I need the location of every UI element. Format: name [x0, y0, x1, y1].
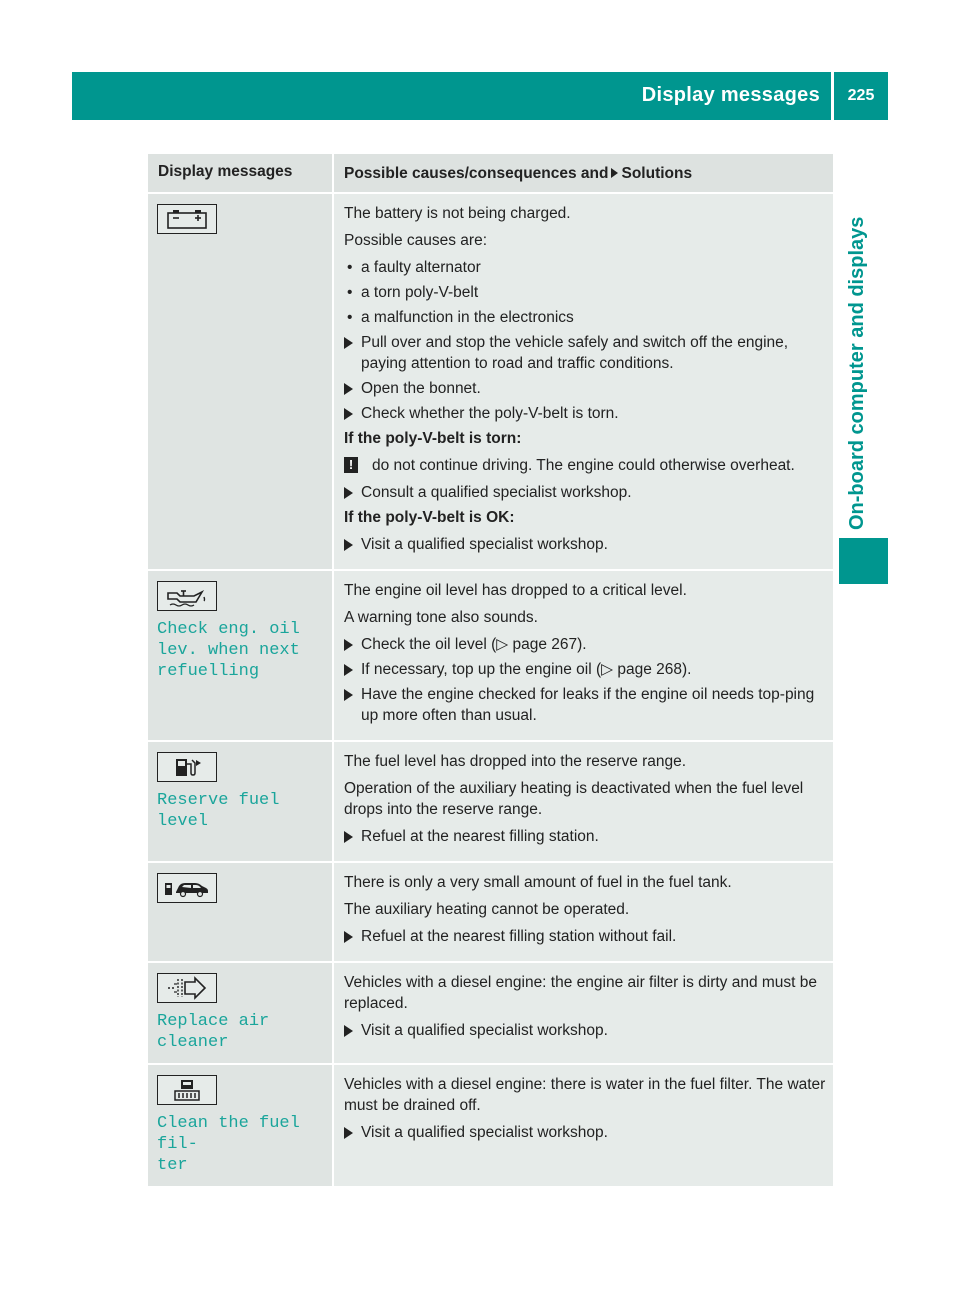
list-item: • a torn poly-V-belt	[344, 282, 827, 303]
fuel-car-icon	[157, 873, 217, 903]
cause-text: Vehicles with a diesel engine: there is water in the fuel filter. The water must be drained off.	[344, 1076, 826, 1114]
action-step	[344, 634, 827, 655]
column-header-solutions-pre: Possible causes/consequences and	[344, 165, 609, 182]
warning-note	[344, 455, 827, 476]
solution-cell	[334, 1065, 833, 1186]
display-messages-table	[148, 154, 833, 1188]
action-arrow-icon	[344, 408, 353, 420]
action-arrow-icon	[344, 639, 353, 651]
message-cell	[148, 963, 334, 1063]
page-number: 225	[847, 87, 875, 104]
action-step-text: Check whether the poly-V-belt is torn.	[361, 405, 619, 422]
action-step-text: Consult a qualified specialist workshop.	[361, 484, 632, 501]
message-cell	[148, 1065, 334, 1186]
table-row	[148, 863, 833, 963]
solution-cell	[334, 963, 833, 1063]
action-step-text: Refuel at the nearest filling station without fail.	[361, 928, 677, 945]
solution-cell	[334, 194, 833, 569]
action-step	[344, 534, 827, 555]
cause-intro: Possible causes are:	[344, 232, 488, 249]
column-header-solutions-post: Solutions	[621, 165, 693, 182]
action-arrow-icon	[344, 1127, 353, 1139]
header-bar	[72, 72, 888, 120]
list-item: • a faulty alternator	[344, 257, 827, 278]
action-arrow-icon	[344, 487, 353, 499]
action-step	[344, 684, 827, 726]
air-filter-icon	[157, 973, 217, 1003]
side-section-label: On-board computer and displays	[846, 216, 868, 530]
message-cell	[148, 742, 334, 861]
action-step-text: Visit a qualified specialist workshop.	[361, 536, 608, 553]
display-message: Replace air cleaner	[157, 1012, 270, 1052]
action-arrow-icon	[344, 539, 353, 551]
action-step-text: Have the engine checked for leaks if the engine oil needs top-ping up more often than usual.	[361, 686, 815, 724]
action-step	[344, 659, 827, 680]
cause-text: Vehicles with a diesel engine: the engine air filter is dirty and must be replaced.	[344, 974, 818, 1012]
action-step-text: Pull over and stop the vehicle safely and switch off the engine, paying attention to road and traffic conditions.	[361, 334, 789, 372]
display-message: Reserve fuel level	[157, 791, 280, 831]
cause-text: The battery is not being charged.	[344, 205, 571, 222]
cause-text: The fuel level has dropped into the reserve range.	[344, 753, 687, 770]
action-step-text: If necessary, top up the engine oil (▷ page 268).	[361, 661, 692, 678]
action-arrow-icon	[344, 383, 353, 395]
action-step	[344, 403, 827, 424]
fuel-pump-icon	[157, 752, 217, 782]
action-arrow-icon	[344, 664, 353, 676]
action-arrow-icon	[344, 337, 353, 349]
oil-can-icon	[157, 581, 217, 611]
table-row	[148, 963, 833, 1065]
list-item: • a malfunction in the electronics	[344, 307, 827, 328]
side-tab-marker	[839, 538, 888, 584]
table-row	[148, 1065, 833, 1188]
action-step-text: Visit a qualified specialist workshop.	[361, 1022, 608, 1039]
solution-cell	[334, 571, 833, 740]
action-arrow-icon	[344, 931, 353, 943]
action-step	[344, 332, 827, 374]
warning-icon: !	[344, 457, 358, 473]
table-row	[148, 571, 833, 742]
message-cell	[148, 194, 334, 569]
cause-text: Operation of the auxiliary heating is deactivated when the fuel level drops into the reserve range.	[344, 780, 804, 818]
table-header-row	[148, 154, 833, 194]
action-step	[344, 1122, 827, 1143]
cause-text: The engine oil level has dropped to a critical level.	[344, 582, 687, 599]
action-step-text: Check the oil level (▷ page 267).	[361, 636, 587, 653]
warning-text: do not continue driving. The engine could otherwise overheat.	[372, 457, 795, 474]
cause-text: There is only a very small amount of fuel in the fuel tank.	[344, 874, 732, 891]
fuel-filter-water-icon	[157, 1075, 217, 1105]
column-header-messages: Display messages	[148, 154, 334, 192]
action-step	[344, 1020, 827, 1041]
table-row	[148, 742, 833, 863]
action-step-text: Refuel at the nearest filling station.	[361, 828, 599, 845]
action-step	[344, 482, 827, 503]
page-title: Display messages	[641, 84, 820, 106]
arrow-icon	[611, 168, 618, 178]
action-step-text: Visit a qualified specialist workshop.	[361, 1124, 608, 1141]
solution-cell	[334, 863, 833, 961]
action-arrow-icon	[344, 1025, 353, 1037]
condition-heading: If the poly-V-belt is OK:	[344, 509, 515, 526]
action-step-text: Open the bonnet.	[361, 380, 481, 397]
display-message: Check eng. oil lev. when next refuelling	[157, 620, 300, 681]
message-cell	[148, 571, 334, 740]
solution-cell	[334, 742, 833, 861]
action-step	[344, 378, 827, 399]
action-arrow-icon	[344, 831, 353, 843]
cause-text: The auxiliary heating cannot be operated.	[344, 901, 630, 918]
display-message: Clean the fuel fil- ter	[157, 1114, 300, 1175]
action-arrow-icon	[344, 689, 353, 701]
action-step	[344, 826, 827, 847]
battery-icon	[157, 204, 217, 234]
condition-heading: If the poly-V-belt is torn:	[344, 430, 522, 447]
cause-text: A warning tone also sounds.	[344, 609, 538, 626]
column-header-solutions	[334, 154, 833, 192]
message-cell	[148, 863, 334, 961]
action-step	[344, 926, 827, 947]
table-row	[148, 194, 833, 571]
